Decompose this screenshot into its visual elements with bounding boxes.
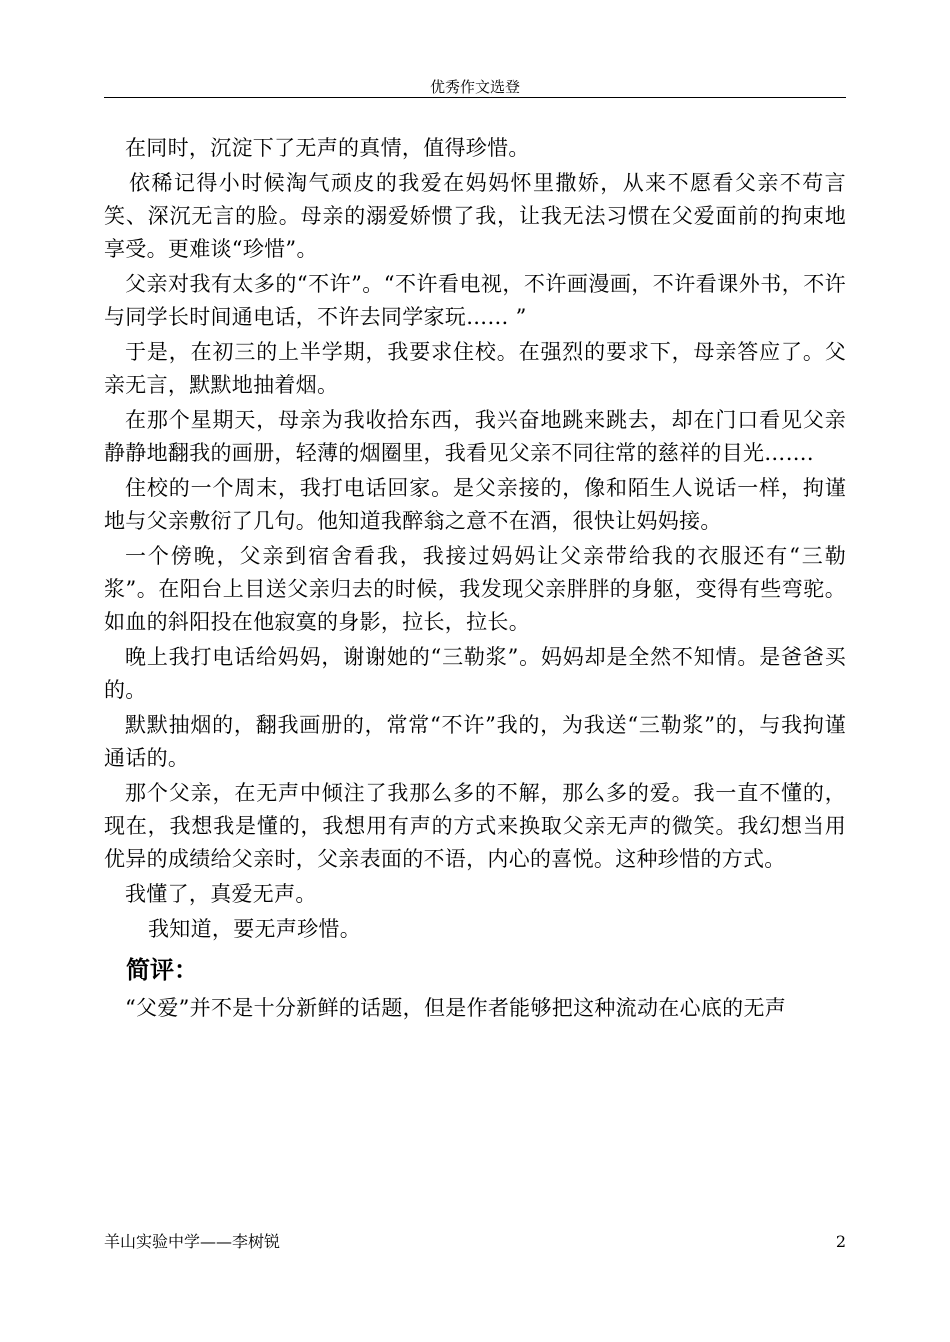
review-title: 简评： (126, 956, 198, 984)
paragraph-8: 晚上我打电话给妈妈，谢谢她的“三勒浆”。妈妈却是全然不知情。是爸爸买的。 (104, 645, 846, 702)
header-divider (104, 97, 846, 98)
paragraph-6: 住校的一个周末，我打电话回家。是父亲接的，像和陌生人说话一样，拘谨地与父亲敷衍了几句。他知道我醉翁之意不在酒，很快让妈妈接。 (104, 476, 846, 533)
paragraph-4: 于是，在初三的上半学期，我要求住校。在强烈的要求下，母亲答应了。父亲无言，默默地抽着烟。 (104, 340, 846, 397)
paragraph-5: 在那个星期天，母亲为我收拾东西，我兴奋地跳来跳去，却在门口看见父亲静静地翻我的画册，轻薄的烟圈里，我看见父亲不同往常的慈祥的目光……. (104, 408, 846, 465)
review-text: “父爱”并不是十分新鲜的话题，但是作者能够把这种流动在心底的无声 (125, 996, 787, 1020)
footer-author: 羊山实验中学——李树锐 (104, 1232, 281, 1251)
paragraph-2: 依稀记得小时候淘气顽皮的我爱在妈妈怀里撒娇，从来不愿看父亲不苟言笑、深沉无言的脸。母亲的溺爱娇惯了我，让我无法习惯在父爱面前的拘束地享受。更难谈“珍惜”。 (104, 171, 846, 261)
paragraph-12: 我知道，要无声珍惜。 (148, 917, 361, 941)
paragraph-7: 一个傍晚，父亲到宿舍看我，我接过妈妈让父亲带给我的衣服还有“三勒浆”。在阳台上目送父亲归去的时候，我发现父亲胖胖的身躯，变得有些弯驼。如血的斜阳投在他寂寞的身影，拉长，拉长。 (104, 544, 846, 634)
paragraph-9: 默默抽烟的，翻我画册的，常常“不许”我的，为我送“三勒浆”的，与我拘谨通话的。 (104, 713, 846, 770)
paragraph-11: 我懂了，真爱无声。 (125, 882, 317, 906)
paragraph-10: 那个父亲，在无声中倾注了我那么多的不解，那么多的爱。我一直不懂的，现在，我想我是懂的，我想用有声的方式来换取父亲无声的微笑。我幻想当用优异的成绩给父亲时，父亲表面的不语，内心的喜悦。这种珍惜的方式。 (104, 781, 846, 871)
page-number: 2 (835, 1232, 846, 1251)
paragraph-1: 在同时，沉淀下了无声的真情，值得珍惜。 (125, 136, 530, 160)
essay-body (104, 132, 846, 1025)
paragraph-3: 父亲对我有太多的“不许”。“不许看电视，不许画漫画，不许看课外书，不许与同学长时间通电话，不许去同学家玩…… ” (104, 272, 846, 329)
header-title: 优秀作文选登 (429, 78, 520, 96)
